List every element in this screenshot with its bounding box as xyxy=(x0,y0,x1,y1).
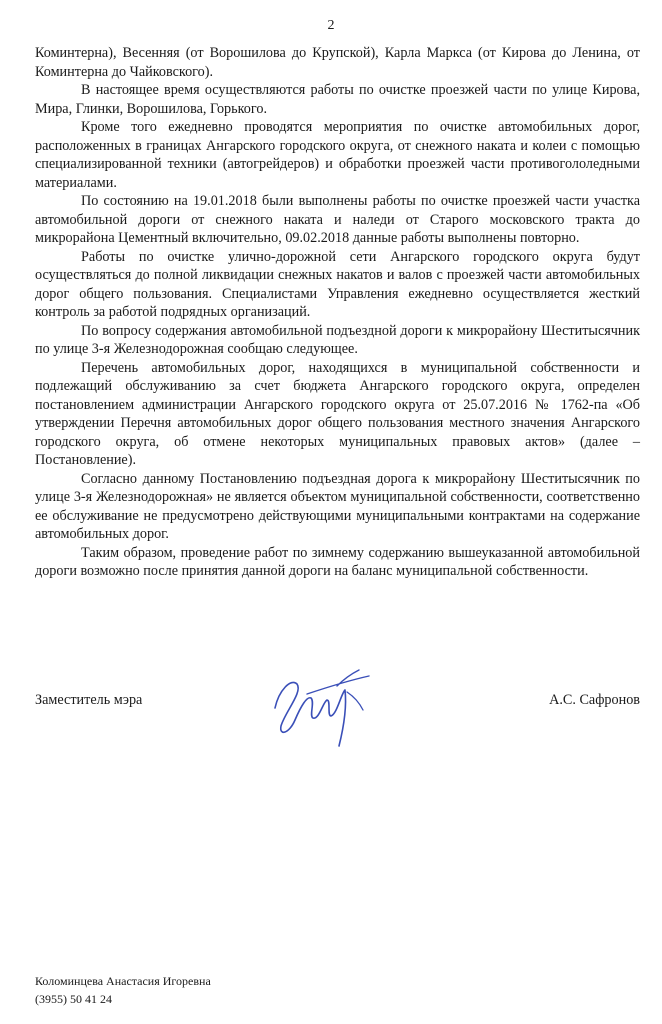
paragraph-status-date: По состоянию на 19.01.2018 были выполнены работы по очистке проезжей части участка автомобильной дороги от снежного наката и наледи от Старого московского тракта до микрорайона Цементный включительно, 09.02.2018 данные работы выполнены повторно. xyxy=(35,193,640,246)
letter-body xyxy=(35,44,640,581)
signature-stroke-cross xyxy=(307,670,369,694)
paragraph-daily-measures: Кроме того ежедневно проводятся мероприятия по очистке автомобильных дорог, расположенных в границах Ангарского городского округа, от снежного наката и колеи с помощью специализированной техники (автогрейдеров) и обработки проезжей части противогололедными материалами. xyxy=(35,119,640,191)
paragraph-according-to-resolution: Согласно данному Постановлению подъездная дорога к микрорайону Шеститысячник по улице 3-я Железнодорожная» не является объектом муниципальной собственности, соответственно ее обслуживание не предусмотрено действующими муниципальными контрактами на содержание автомобильных дорог. xyxy=(35,470,640,542)
signature-stroke-tail xyxy=(347,692,363,710)
signer-name: А.С. Сафронов xyxy=(549,692,640,708)
signature-stroke-main xyxy=(275,682,346,746)
paragraph-current-works: В настоящее время осуществляются работы по очистке проезжей части по улице Кирова, Мира, Глинки, Ворошилова, Горького. xyxy=(35,82,640,117)
paragraph-road-list-resolution: Перечень автомобильных дорог, находящихся в муниципальной собственности и подлежащий обслуживанию за счет бюджета Ангарского городского округа, определен постановлением администрации Ангарского городского округа от 25.07.2016 № 1762-па «Об утверждении Перечня автомобильных дорог общего пользования местного значения Ангарского городского округа, об отмене некоторых муниципальных правовых актов» (далее – Постановление). xyxy=(35,359,640,468)
executor-info xyxy=(35,972,211,1008)
paragraph-conclusion: Таким образом, проведение работ по зимнему содержанию вышеуказанной автомобильной дороги возможно после принятия данной дороги на баланс муниципальной собственности. xyxy=(35,544,640,579)
page-number: 2 xyxy=(327,18,335,33)
paragraph-network-cleaning: Работы по очистке улично-дорожной сети Ангарского городского округа будут осуществляться до полной ликвидации снежных накатов и валов с проезжей части автомобильных дорог общего пользования. Специалистами Управления ежедневно осуществляется жесткий контроль за работой подрядных организаций. xyxy=(35,248,640,320)
executor-name: Коломинцева Анастасия Игоревна xyxy=(35,974,211,988)
paragraph-access-road-question: По вопросу содержания автомобильной подъездной дороги к микрорайону Шеститысячник по улице 3-я Железнодорожная сообщаю следующее. xyxy=(35,322,640,357)
executor-phone: (3955) 50 41 24 xyxy=(35,992,112,1006)
handwritten-signature xyxy=(267,650,377,750)
position-title: Заместитель мэра xyxy=(35,692,143,708)
paragraph-continuation: Коминтерна), Весенняя (от Ворошилова до Крупской), Карла Маркса (от Кирова до Ленина, от Коминтерна до Чайковского). xyxy=(35,45,640,80)
signature-block xyxy=(35,650,640,760)
